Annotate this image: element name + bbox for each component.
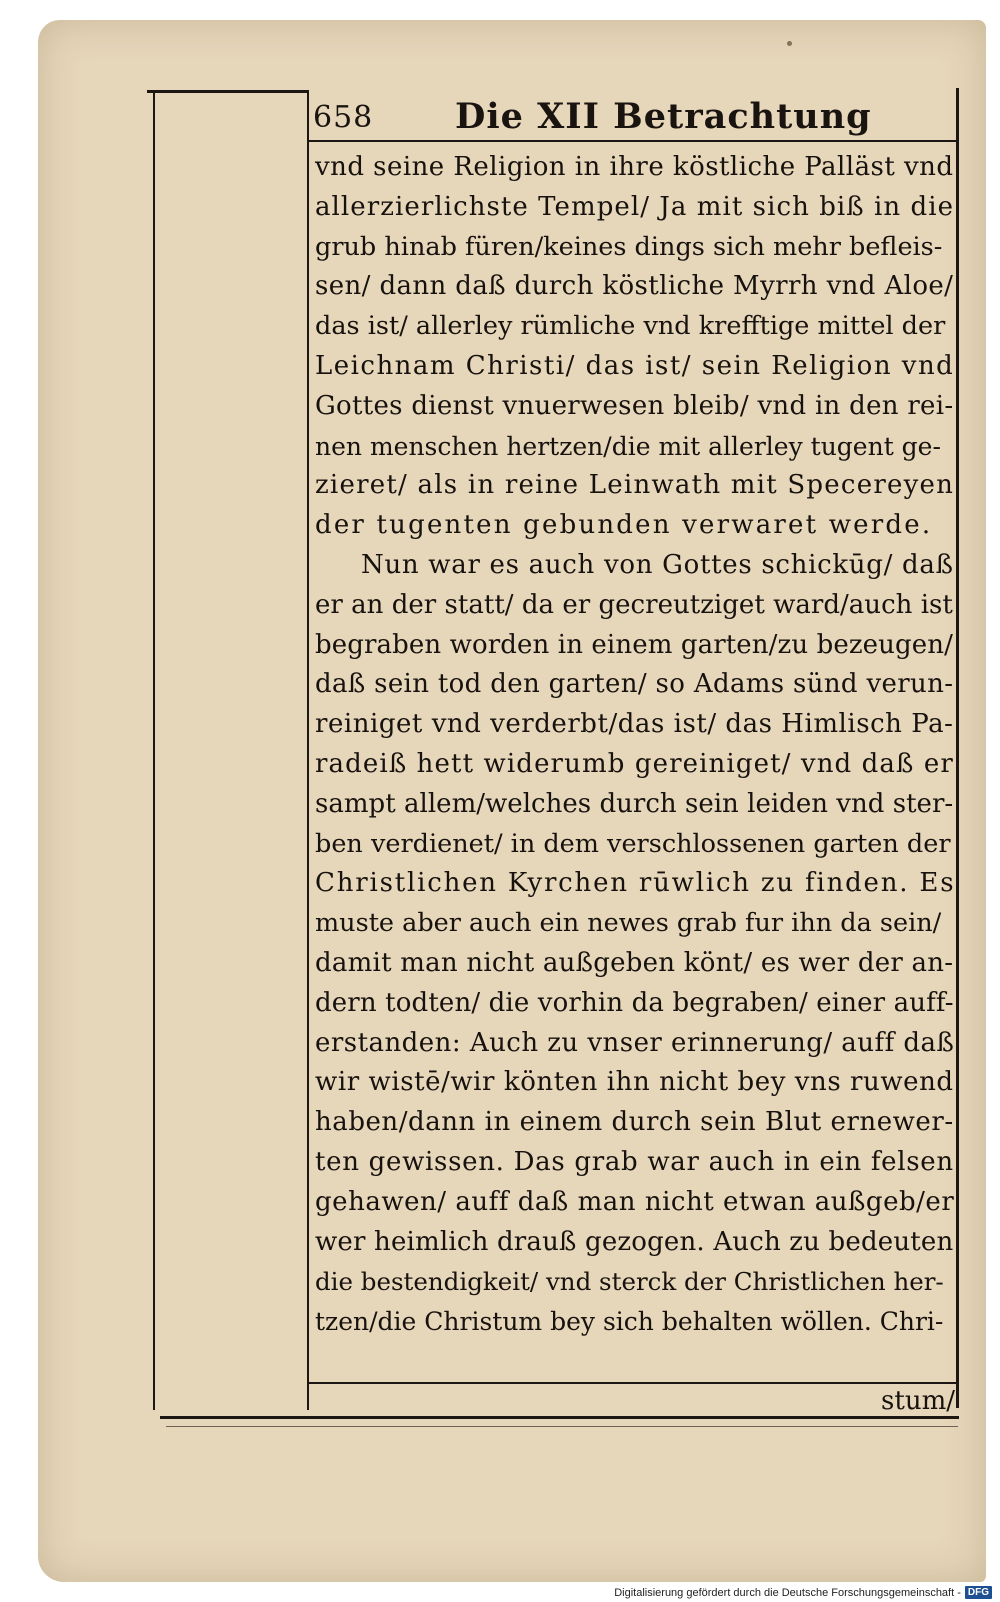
frame-rule-bottom-thin bbox=[166, 1426, 958, 1427]
body-text bbox=[315, 148, 956, 1342]
page-header bbox=[309, 96, 955, 138]
text-line: begraben worden in einem garten/zu bezeugen/ bbox=[315, 629, 953, 660]
frame-rule-right bbox=[956, 88, 959, 1408]
text-line: sen/ dann daß durch köstliche Myrrh vnd Aloe/ bbox=[315, 271, 954, 302]
running-head: Die XII Betrachtung bbox=[455, 96, 872, 137]
text-line: wir wistē/wir könten ihn nicht bey vns ruwend bbox=[315, 1067, 954, 1098]
paragraph-start-line: Nun war es auch von Gottes schickūg/ daß bbox=[361, 549, 954, 580]
text-line: er an der statt/ da er gecreutziget ward/auch ist bbox=[315, 589, 953, 620]
text-line: tzen/die Christum bey sich behalten wöllen. Chri- bbox=[315, 1307, 944, 1337]
frame-rule-bottom bbox=[160, 1416, 959, 1419]
credit-text: Digitalisierung gefördert durch die Deutsche Forschungsgemeinschaft - bbox=[614, 1586, 961, 1599]
paper-blemish bbox=[787, 41, 792, 46]
text-line: reiniget vnd verderbt/das ist/ das Himlisch Pa- bbox=[315, 709, 954, 740]
frame-rule-outer-left bbox=[153, 92, 155, 1410]
digitization-credit bbox=[614, 1586, 992, 1599]
footer-rule bbox=[307, 1382, 959, 1384]
dfg-logo: DFG bbox=[965, 1586, 992, 1599]
text-line: damit man nicht außgeben könt/ es wer der an- bbox=[315, 947, 954, 978]
text-line: Christlichen Kyrchen rūwlich zu finden. Es bbox=[315, 868, 956, 899]
text-line: der tugenten gebunden verwaret werde. bbox=[315, 510, 933, 541]
text-line: wer heimlich drauß gezogen. Auch zu bedeuten bbox=[315, 1226, 954, 1257]
text-line: zieret/ als in reine Leinwath mit Specereyen bbox=[315, 470, 955, 501]
header-rule bbox=[307, 140, 959, 142]
text-line: gehawen/ auff daß man nicht etwan außgeb/er bbox=[315, 1186, 955, 1217]
text-line: Leichnam Christi/ das ist/ sein Religion vnd bbox=[315, 350, 955, 381]
text-line: radeiß hett widerumb gereiniget/ vnd daß er bbox=[315, 748, 954, 779]
text-line: vnd seine Religion in ihre köstliche Palläst vnd bbox=[315, 152, 954, 182]
page-number: 658 bbox=[313, 100, 374, 135]
text-line: allerzierlichste Tempel/ Ja mit sich biß in die bbox=[315, 191, 955, 222]
text-line: die bestendigkeit/ vnd sterck der Christlichen her- bbox=[315, 1267, 944, 1297]
text-line: das ist/ allerley rümliche vnd krefftige mittel der bbox=[315, 311, 946, 342]
text-line: nen menschen hertzen/die mit allerley tugent ge- bbox=[315, 431, 941, 461]
text-line: haben/dann in einem durch sein Blut ernewer- bbox=[315, 1107, 954, 1138]
catchword: stum/ bbox=[881, 1386, 955, 1416]
frame-rule-top bbox=[147, 90, 307, 93]
text-line: daß sein tod den garten/ so Adams sünd verun- bbox=[315, 669, 954, 700]
text-line: dern todten/ die vorhin da begraben/ einer auff- bbox=[315, 987, 954, 1018]
text-line: grub hinab füren/keines dings sich mehr befleis- bbox=[315, 231, 943, 262]
text-line: erstanden: Auch zu vnser erinnerung/ auff daß bbox=[315, 1027, 955, 1058]
text-line: ten gewissen. Das grab war auch in ein felsen bbox=[315, 1146, 954, 1177]
text-line: ben verdienet/ in dem verschlossenen garten der bbox=[315, 828, 951, 859]
text-line: muste aber auch ein newes grab fur ihn da sein/ bbox=[315, 908, 942, 939]
text-line: sampt allem/welches durch sein leiden vnd ster- bbox=[315, 788, 954, 819]
text-line: Gottes dienst vnuerwesen bleib/ vnd in den rei- bbox=[315, 390, 954, 421]
frame-rule-inner-left bbox=[307, 90, 309, 1410]
